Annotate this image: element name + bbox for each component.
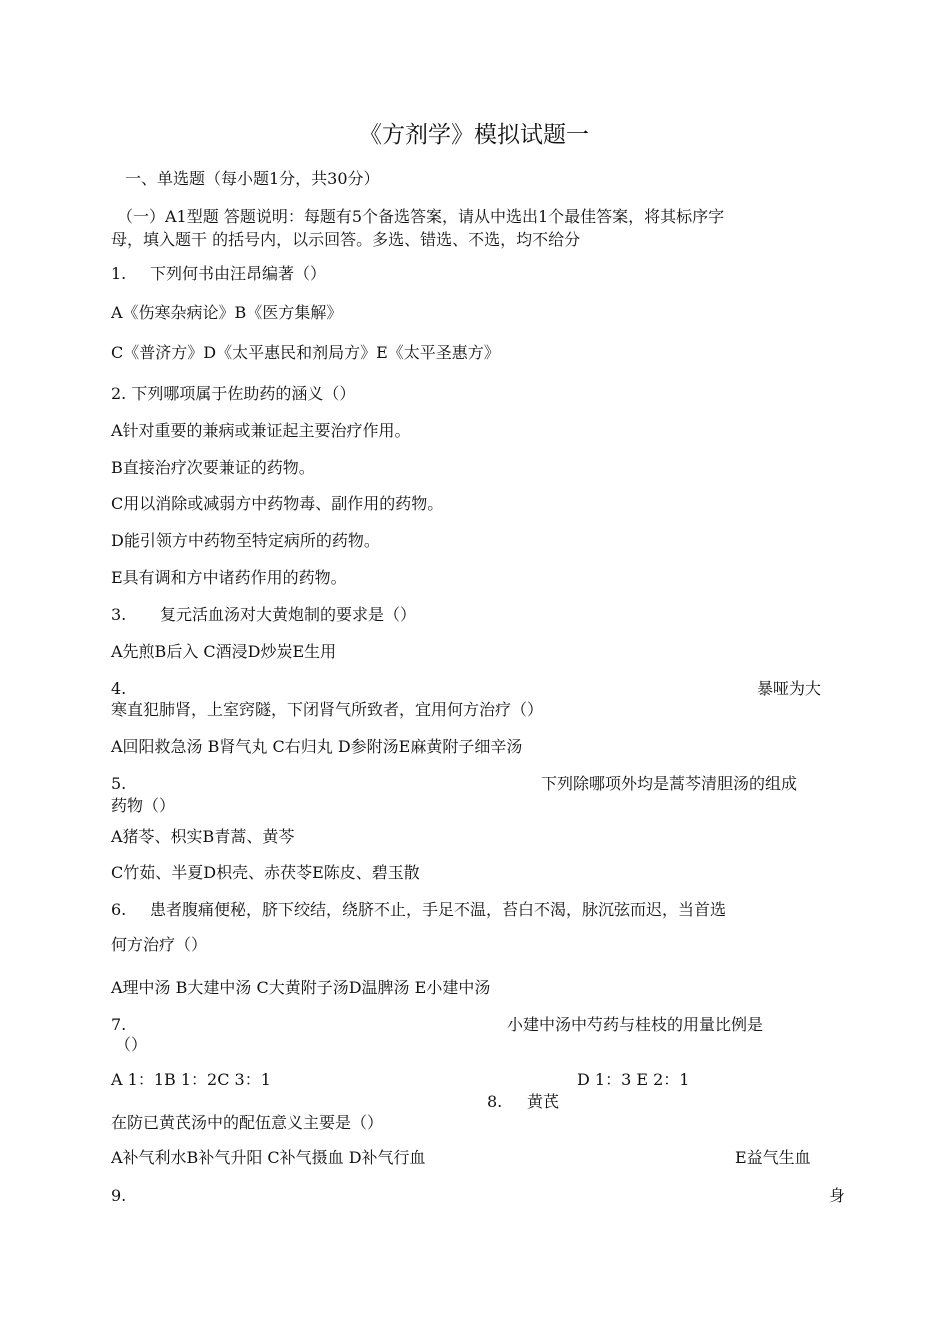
instructions-line-2: 母，填入题干 的括号内，以示回答。多选、错选、不选，均不给分 [111, 230, 581, 249]
q8-options-part-2: E益气生血 [735, 1148, 811, 1167]
q8-options-part-1: A补气利水B补气升阳 C补气摄血 D补气行血 [111, 1148, 426, 1167]
q4-number: 4. [111, 679, 127, 698]
q3-stem: 复元活血汤对大黄炮制的要求是（） [160, 605, 417, 624]
q1-number: 1. [111, 264, 127, 283]
section-heading: 一、单选题（每小题1分，共30分） [125, 169, 380, 188]
q2-option-a: A针对重要的兼病或兼证起主要治疗作用。 [111, 421, 411, 440]
q5-options-line-2: C竹茹、半夏D枳壳、赤茯苓E陈皮、碧玉散 [111, 863, 420, 882]
q4-options: A回阳救急汤 B肾气丸 C右归丸 D参附汤E麻黄附子细辛汤 [111, 737, 523, 756]
q3-options: A先煎B后入 C酒浸D炒炭E生用 [111, 642, 337, 661]
q5-options-line-1: A猪苓、枳实B青蒿、黄芩 [111, 827, 295, 846]
q4-stem-part-1: 暴哑为大 [757, 679, 822, 698]
q2-option-e: E具有调和方中诸药作用的药物。 [111, 568, 347, 587]
instructions-line-1: （一）A1型题 答题说明：每题有5个备选答案，请从中选出1个最佳答案，将其标序字 [117, 207, 725, 226]
q6-options: A理中汤 B大建中汤 C大黄附子汤D温脾汤 E小建中汤 [111, 978, 491, 997]
q1-stem: 下列何书由汪昂编著（） [150, 264, 327, 283]
q2-stem: 2. 下列哪项属于佐助药的涵义（） [111, 384, 356, 403]
q8-stem-part-1: 黄芪 [527, 1092, 560, 1111]
page-title: 《方剂学》模拟试题一 [359, 122, 589, 148]
q2-option-b: B直接治疗次要兼证的药物。 [111, 458, 315, 477]
q2-option-d: D能引领方中药物至特定病所的药物。 [111, 531, 380, 550]
q3-number: 3. [111, 605, 127, 624]
q7-number: 7. [111, 1015, 127, 1034]
q9-stem-part-1: 身 [829, 1186, 846, 1205]
q7-stem-part-2: （） [115, 1035, 148, 1054]
q2-option-c: C用以消除或减弱方中药物毒、副作用的药物。 [111, 494, 444, 513]
q8-stem-part-2: 在防已黄芪汤中的配伍意义主要是（） [111, 1113, 384, 1132]
q1-options-line-1: A《伤寒杂病论》B《医方集解》 [111, 303, 343, 322]
q5-number: 5. [111, 774, 127, 793]
q5-stem-part-2: 药物（） [111, 796, 176, 815]
q7-options-part-1: A 1：1B 1：2C 3：1 [111, 1070, 271, 1089]
q7-options-part-2: D 1：3 E 2：1 [577, 1070, 690, 1089]
q4-stem-part-2: 寒直犯肺肾，上室窍隧，下闭肾气所致者，宜用何方治疗（） [111, 700, 544, 719]
q6-stem-part-2: 何方治疗（） [111, 935, 208, 954]
q1-options-line-2: C《普济方》D《太平惠民和剂局方》E《太平圣惠方》 [111, 343, 500, 362]
q9-number: 9. [111, 1186, 127, 1205]
q5-stem-part-1: 下列除哪项外均是蒿芩清胆汤的组成 [541, 774, 798, 793]
q6-stem-part-1: 患者腹痛便秘，脐下绞结，绕脐不止，手足不温，苔白不渴，脉沉弦而迟，当首选 [150, 900, 727, 919]
q7-stem-part-1: 小建中汤中芍药与桂枝的用量比例是 [507, 1015, 764, 1034]
q8-number: 8. [487, 1092, 503, 1111]
q6-number: 6. [111, 900, 127, 919]
